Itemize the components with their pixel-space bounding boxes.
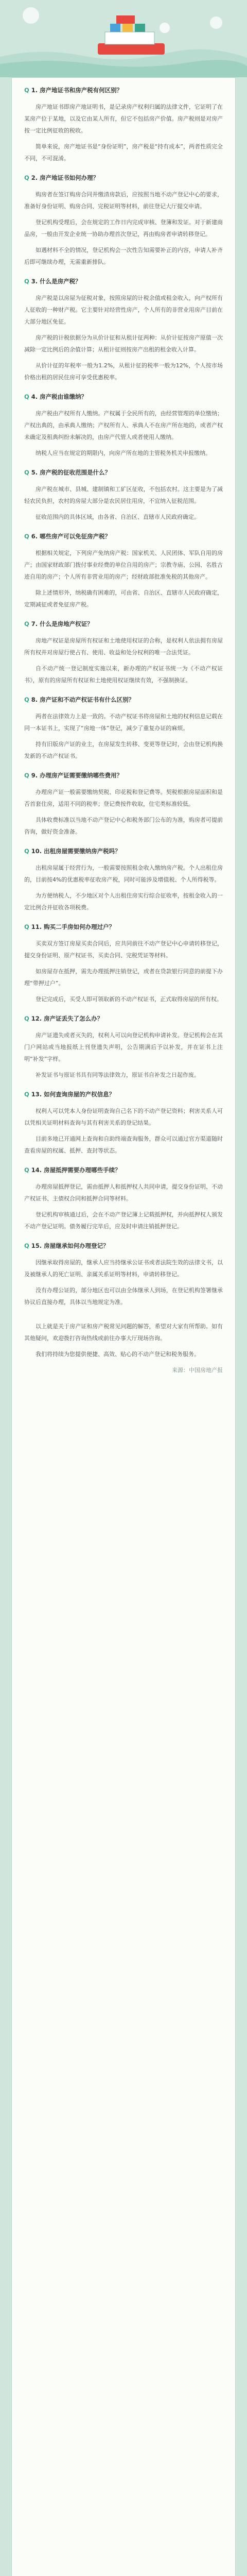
answer-paragraph: 为方便纳税人，不少地区对个人出租住房实行综合征收率，按租金收入的一定比例合并征收各项税费。	[24, 892, 223, 911]
spacer	[24, 1316, 223, 1320]
answer-paragraph: 从价计征的年税率一般为1.2%，从租计征的税率一般为12%，个人按市场价格出租的居民住房可享受优惠税率。	[24, 362, 223, 381]
answer-12	[24, 1029, 223, 1081]
q-icon: Q	[24, 1166, 29, 1174]
closing	[24, 1320, 223, 1376]
answer-2	[24, 189, 223, 268]
question-7	[24, 619, 223, 630]
answer-paragraph: 办理房屋抵押登记，需由抵押人和抵押权人共同申请，提交身份证明、不动产权证书、主债权合同和抵押合同等材料。	[24, 1183, 223, 1202]
answer-paragraph: 登记机构审核通过后，会在不动产登记簿上记载抵押权，并向抵押权人颁发不动产登记证明。债务履行完毕后，应及时申请注销抵押登记。	[24, 1211, 223, 1230]
answer-6	[24, 547, 223, 611]
question-13	[24, 1089, 223, 1100]
question-12	[24, 1013, 223, 1024]
answer-paragraph: 房地产权证是房屋所有权证和土地使用权证的合称，是权利人依法拥有房屋所有权并对房屋行使占有、使用、收益和处分权利的唯一合法凭证。	[24, 637, 223, 656]
q-icon: Q	[24, 87, 29, 94]
article-body	[12, 78, 235, 2576]
q-icon: Q	[24, 848, 29, 855]
q-icon: Q	[24, 772, 29, 779]
answer-paragraph: 简单来说，房产地证书是“身份证明”，房产税是“持有成本”，两者性质完全不同，不可混淆。	[24, 143, 223, 162]
answer-10	[24, 862, 223, 913]
answer-paragraph: 房产证遗失或者灭失的，权利人可以向登记机构申请补发。登记机构会在其门户网站或当地报纸上刊登遗失声明，公告期满后予以补发，并在证书上注明“补发”字样。	[24, 1032, 223, 1062]
question-3	[24, 276, 223, 287]
answer-5	[24, 483, 223, 523]
answer-paragraph: 如房屋存在抵押，需先办理抵押注销登记，或者在贷款银行同意的前提下办理“带押过户”。	[24, 968, 223, 987]
answer-paragraph: 购房者在签订购房合同并缴清房款后，应按照当地不动产登记中心的要求，准备好身份证明、购房合同、完税证明等材料，前往登记大厅提交申请。	[24, 191, 223, 210]
answer-paragraph: 征收范围内的具体区域，由各省、自治区、直辖市人民政府确定。	[36, 514, 200, 520]
answer-paragraph: 两者在法律效力上是一致的。不动产权证书将房屋和土地的权利信息记载在同一本证书上，实现了“房地一体”登记，减少了重复办证的麻烦。	[24, 713, 223, 732]
answer-paragraph: 因继承取得房屋的，继承人应当持继承公证书或者法院生效的法律文书，以及被继承人的死亡证明、亲属关系证明等材料，申请转移登记。	[24, 1259, 223, 1278]
question-text: 15. 房屋继承如何办理登记？	[31, 1242, 109, 1249]
question-11	[24, 922, 223, 933]
source-text: 来源：中国房地产报	[172, 1367, 223, 1374]
question-text: 6. 哪些房产可以免征房产税？	[31, 533, 111, 540]
answer-paragraph: 房产地证书即房产地证明书，是记录房产权利归属的法律文件，它证明了在某房产位于某地，以及它由某人所有，但它不包括房产价值。房产税则是对房产按一定比例征收的税收。	[24, 104, 223, 134]
answer-paragraph: 房产税由产权所有人缴纳。产权属于全民所有的，由经营管理的单位缴纳；产权出典的，由承典人缴纳；产权所有人、承典人不在房产所在地的，或者产权未确定及租典纠纷未解决的，由房产代管人或者使用人缴纳。	[24, 410, 223, 440]
question-text: 12. 房产证丢失了怎么办？	[31, 1015, 103, 1022]
answer-15	[24, 1257, 223, 1308]
illustration-banner-icon	[0, 0, 247, 77]
answer-paragraph: 根据相关规定，下列房产免纳房产税：国家机关、人民团体、军队自用的房产；由国家财政部门拨付事业经费的单位自用的房产；宗教寺庙、公园、名胜古迹自用的房产；个人所有非营业用的房产；经财政部批准免税的其他房产。	[24, 550, 223, 580]
answer-paragraph: 如遇材料不全的情况，登记机构会一次性告知需要补正的内容，申请人补齐后即可继续办理，无需重新排队。	[24, 247, 223, 265]
question-text: 4. 房产税由谁缴纳？	[31, 393, 87, 400]
question-text: 1. 房产地证书和房产税有何区别？	[31, 87, 123, 94]
question-15	[24, 1241, 223, 1251]
question-8	[24, 694, 223, 705]
answer-14	[24, 1181, 223, 1232]
answer-paragraph: 具体收费标准以当地不动产登记中心和税务部门公布的为准，购房者可提前咨询，做好资金准备。	[24, 817, 223, 835]
answer-8	[24, 710, 223, 762]
answer-paragraph: 房产税在城市、县城、建制镇和工矿区征收，不包括农村。这主要是为了减轻农民负担，农村的房屋大部分是农民居住用房，不宜纳入征税范围。	[24, 486, 223, 504]
question-text: 14. 房屋抵押需要办理哪些手续？	[31, 1166, 121, 1174]
question-text: 2. 房产地证书如何办理？	[31, 174, 99, 181]
question-10	[24, 846, 223, 857]
answer-paragraph: 房产税的计税依据分为从价计征和从租计征两种：从价计征按房产原值一次减除一定比例后的余值计算；从租计征则按房产出租的租金收入计算。	[24, 334, 223, 353]
question-text: 5. 房产税的征收范围是什么？	[31, 469, 111, 476]
q-icon: Q	[24, 278, 29, 285]
answer-paragraph: 买卖双方签订房屋买卖合同后，应共同前往不动产登记中心申请转移登记，提交身份证明、原产权证书、买卖合同、完税凭证等材料。	[24, 940, 223, 959]
q-icon: Q	[24, 533, 29, 540]
q-icon: Q	[24, 1015, 29, 1022]
question-text: 10. 出租房屋需要缴纳房产税吗？	[31, 848, 121, 855]
answer-paragraph: 自不动产统一登记制度实施以来，新办理的产权证书统一为《不动产权证书》，原有的房屋所有权证和土地使用权证继续有效，不强制换证。	[24, 665, 223, 684]
q-icon: Q	[24, 393, 29, 400]
answer-paragraph: 持有旧版房产证的业主，在房屋发生转移、变更等登记时，会由登记机构换发新的不动产权证书。	[24, 741, 223, 759]
question-5	[24, 467, 223, 478]
answer-9	[24, 786, 223, 838]
answer-paragraph: 房产税是以房屋为征税对象，按照房屋的计税余值或租金收入，向产权所有人征收的一种财产税。它主要针对经营性房产，个人所有的非营业用房产目前在大部分地区免征。	[24, 295, 223, 325]
answer-paragraph: 除上述情形外，纳税确有困难的，可由省、自治区、直辖市人民政府确定，定期减征或者免征房产税。	[24, 589, 223, 608]
answer-paragraph: 没有办理公证的，部分地区也可以由全体继承人到场，在登记机构签署继承协议后直接办理，具体以当地规定为准。	[24, 1287, 223, 1306]
closing-paragraph: 以上就是关于房产证和房产税常见问题的解答，希望对大家有所帮助。如有其他疑问，欢迎拨打咨询热线或前往办事大厅现场咨询。	[24, 1323, 223, 1342]
q-icon: Q	[24, 923, 29, 930]
q-icon: Q	[24, 1091, 29, 1098]
answer-3	[24, 292, 223, 383]
question-text: 13. 如何查询房屋的产权信息？	[31, 1091, 115, 1098]
question-4	[24, 392, 223, 402]
question-text: 7. 什么是房地产权证？	[31, 620, 93, 628]
header-banner	[0, 0, 247, 77]
answer-7	[24, 635, 223, 686]
answer-paragraph: 登记机构受理后，会在规定的工作日内完成审核、登簿和发证。对于新建商品房，一般由开发企业统一协助办理首次登记，再由购房者申请转移登记。	[24, 219, 223, 238]
answer-1	[24, 101, 223, 164]
question-text: 9. 办理房产证需要缴纳哪些费用？	[31, 772, 123, 779]
question-text: 8. 房产证和不动产权证书有什么区别？	[31, 696, 135, 703]
answer-4	[24, 408, 223, 459]
answer-paragraph: 出租房屋属于经营行为，一般需要按照租金收入缴纳房产税。个人出租住房的，目前按4%的优惠税率征收房产税，同时可能涉及增值税、个人所得税等。	[24, 865, 223, 883]
q-icon: Q	[24, 174, 29, 181]
q-icon: Q	[24, 620, 29, 628]
question-2	[24, 173, 223, 183]
article-card	[11, 77, 236, 2576]
question-6	[24, 531, 223, 542]
answer-13	[24, 1105, 223, 1157]
answer-paragraph: 目前多地已开通网上查询和自助终端查询服务，群众可以通过官方渠道随时查看房屋的权属、抵押、查封等状态。	[24, 1136, 223, 1154]
question-text: 3. 什么是房产税？	[31, 278, 81, 285]
q-icon: Q	[24, 696, 29, 703]
question-text: 11. 购买二手房如何办理过户？	[31, 923, 115, 930]
q-icon: Q	[24, 1242, 29, 1249]
question-1	[24, 85, 223, 96]
answer-paragraph: 登记完成后，买受人即可领取新的不动产权证书，正式取得房屋的所有权。	[36, 996, 222, 1003]
answer-paragraph: 权利人可以凭本人身份证明查询自己名下的不动产登记资料；利害关系人可以凭相关证明材料查询与其有利害关系的登记结果。	[24, 1108, 223, 1126]
answer-paragraph: 纳税人应当在规定的期限内，向房产所在地的主管税务机关申报缴纳。	[36, 450, 211, 456]
question-9	[24, 770, 223, 781]
question-14	[24, 1165, 223, 1176]
closing-paragraph: 我们将持续为您提供便捷、高效、贴心的不动产登记和税务服务。	[36, 1351, 200, 1358]
answer-11	[24, 938, 223, 1005]
answer-paragraph: 补发证书与原证书具有同等法律效力，原证书自补发之日起作废。	[36, 1072, 200, 1078]
answer-paragraph: 办理房产证一般需要缴纳契税、印花税和登记费等。契税根据房屋面积和是否首套住房，适用不同的税率；登记费按件收取，住宅类标准较低。	[24, 789, 223, 807]
q-icon: Q	[24, 469, 29, 476]
